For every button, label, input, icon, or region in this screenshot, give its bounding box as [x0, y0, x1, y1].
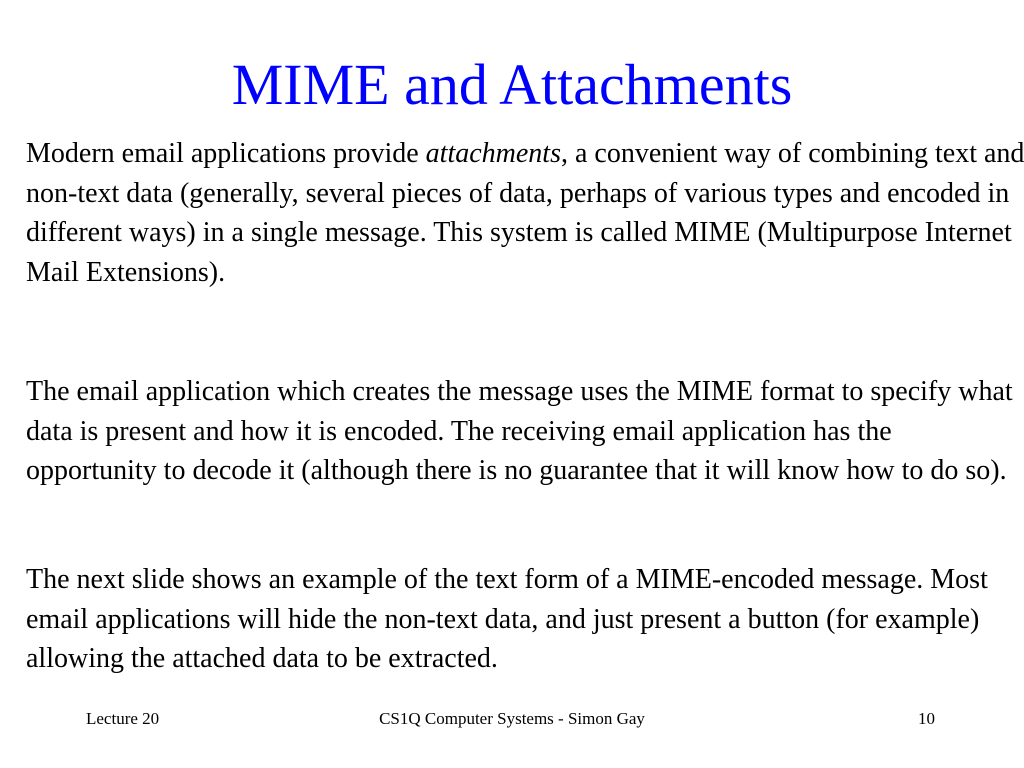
footer-lecture-label: Lecture 20 — [86, 709, 160, 728]
footer-course-title: CS1Q Computer Systems - Simon Gay — [379, 709, 645, 728]
paragraph-1-text-end: , a convenient way of combining text and non-text data (generally, several pieces of data, perhaps of various types and encoded in different ways) in a single message. This system is called MIME (Multipurpose Internet Mail Extensions). — [26, 138, 1024, 288]
paragraph-next-slide: The next slide shows an example of the text form of a MIME-encoded message. Most email applications will hide the non-text data, and just present a button (for example) allowing the attached data to be extracted. — [26, 564, 988, 674]
paragraph-attachments-intro — [26, 134, 1024, 292]
slide-title: MIME and Attachments — [231, 52, 793, 117]
footer-slide-number: 10 — [918, 709, 935, 728]
paragraph-mime-format: The email application which creates the message uses the MIME format to specify what data is present and how it is encoded. The receiving email application has the opportunity to decode it (although there is no guarantee that it will know how to do so). — [26, 376, 1013, 486]
paragraph-1-text-start: Modern email applications provide — [26, 138, 426, 169]
attachments-emphasis: attachments — [425, 138, 561, 169]
